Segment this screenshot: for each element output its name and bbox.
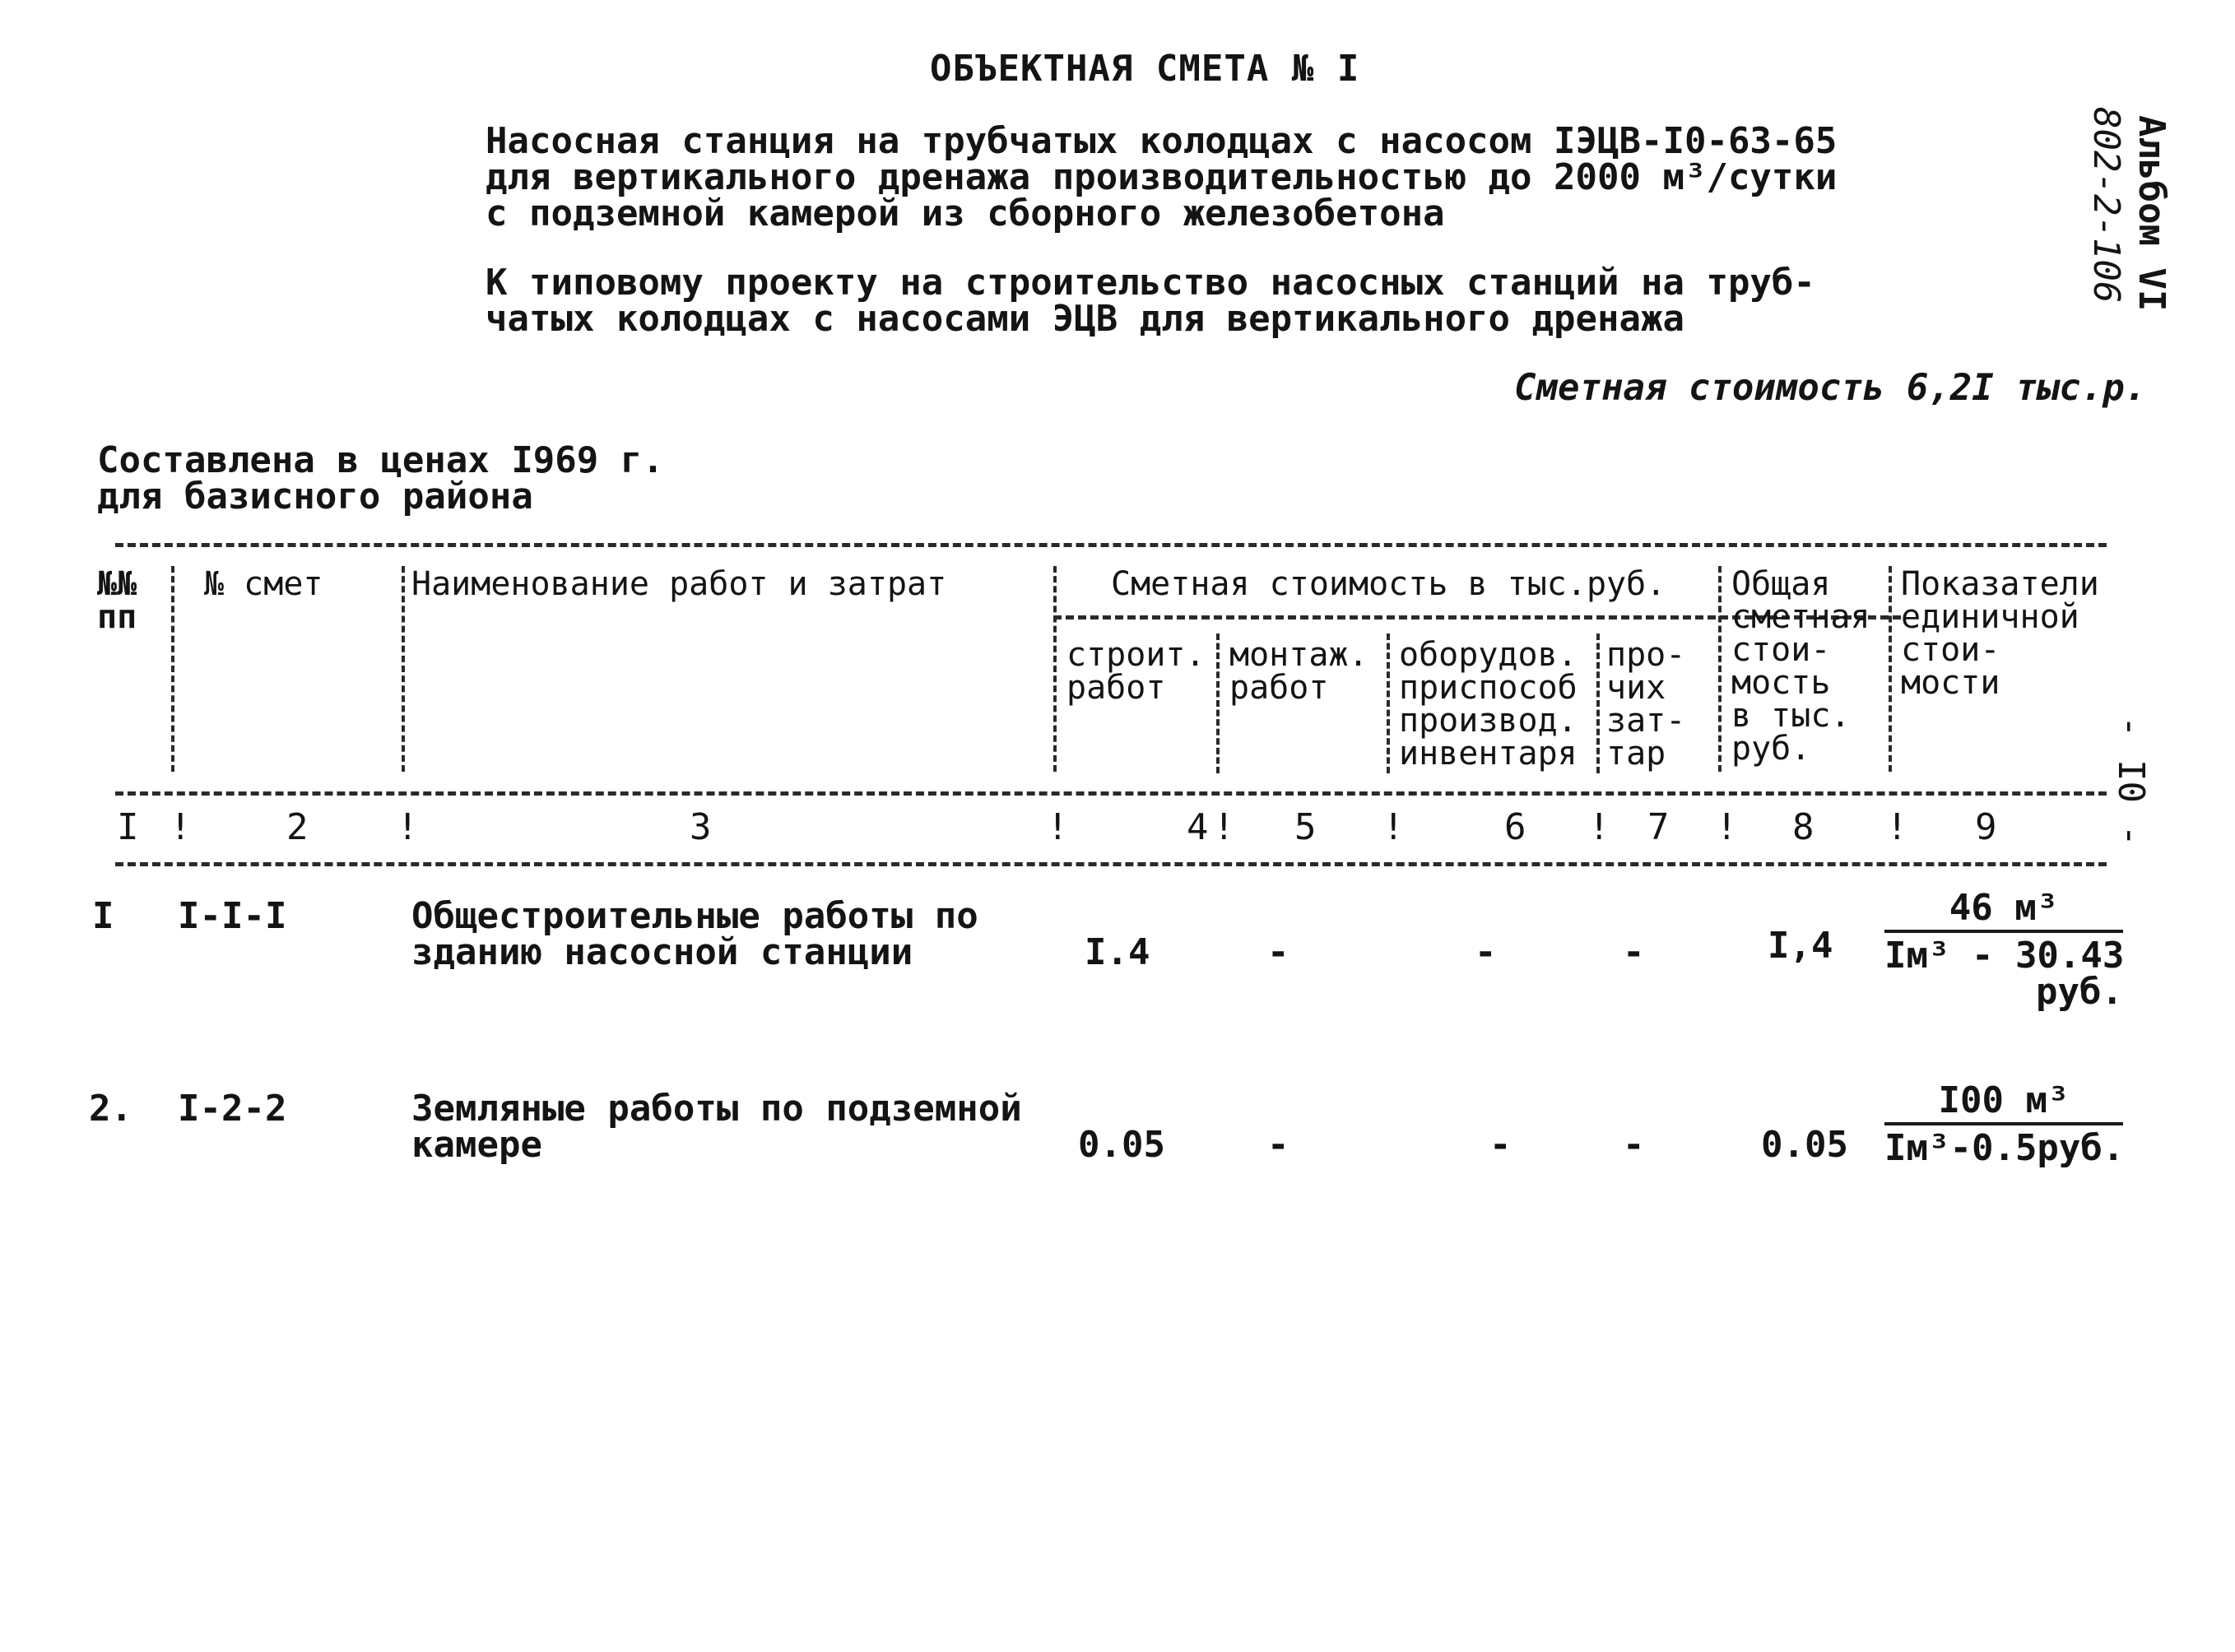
column-separator-mark: ! bbox=[1382, 806, 1405, 848]
column-number: 2 bbox=[286, 806, 309, 848]
column-number: 3 bbox=[690, 806, 712, 848]
column-separator bbox=[171, 566, 174, 772]
indicator-unit-cost: Iм³ - 30.43 bbox=[1884, 935, 2125, 977]
price-basis-line: для базисного района bbox=[97, 476, 533, 517]
column-separator-mark: ! bbox=[1886, 806, 1908, 848]
header-construction: строит. работ bbox=[1066, 636, 1206, 707]
column-separator bbox=[1596, 633, 1600, 773]
album-side-label: Альбом VI bbox=[2130, 115, 2172, 312]
row-construction: I.4 bbox=[1085, 931, 1150, 973]
document-title: ОБЪЕКТНАЯ СМЕТА № I bbox=[930, 48, 1360, 90]
price-basis-line: Составлена в ценах I969 г. bbox=[97, 439, 664, 481]
column-separator bbox=[1718, 566, 1722, 772]
subtitle-line: Насосная станция на трубчатых колодцах с насосом IЭЦВ-I0-63-65 bbox=[486, 120, 1838, 162]
indicator-volume: I00 м³ bbox=[1884, 1083, 2123, 1125]
column-separator bbox=[1216, 633, 1220, 773]
column-separator bbox=[402, 566, 405, 772]
row-equipment: - bbox=[1489, 1124, 1512, 1166]
page-marker: - I0 - bbox=[2110, 716, 2152, 847]
row-total: I,4 bbox=[1768, 925, 1833, 967]
header-total: Общая сметная стои- мость в тыс. руб. bbox=[1731, 565, 1870, 768]
indicator-unit: руб. bbox=[2036, 971, 2123, 1013]
column-number: 9 bbox=[1975, 806, 1997, 848]
column-separator-mark: ! bbox=[1047, 806, 1069, 848]
column-number: 4 bbox=[1187, 806, 1209, 848]
header-cost-group: Сметная стоимость в тыс.руб. bbox=[1111, 565, 1666, 603]
column-number: 5 bbox=[1294, 806, 1317, 848]
project-line: чатых колодцах с насосами ЭЦВ для вертикального дренажа bbox=[486, 298, 1684, 340]
header-other: про- чих зат- тар bbox=[1606, 636, 1686, 773]
column-separator bbox=[1889, 566, 1892, 772]
header-estimate-no: № смет bbox=[204, 565, 323, 603]
subtitle-line: для вертикального дренажа производительностью до 2000 м³/сутки bbox=[486, 156, 1838, 198]
column-separator bbox=[1053, 566, 1057, 772]
header-indicators: Показатели единичной стои- мости bbox=[1901, 565, 2099, 702]
column-separator-mark: ! bbox=[1588, 806, 1610, 848]
header-installation: монтаж. работ bbox=[1229, 636, 1368, 707]
column-separator-mark: ! bbox=[397, 806, 419, 848]
column-number: 6 bbox=[1504, 806, 1526, 848]
row-estimate-no: I-I-I bbox=[178, 895, 287, 937]
project-code-side-label: 802-2-106 bbox=[2085, 107, 2127, 304]
column-number: I bbox=[117, 806, 139, 848]
column-separator-mark: ! bbox=[1716, 806, 1738, 848]
row-number: 2. bbox=[89, 1088, 132, 1130]
row-installation: - bbox=[1267, 1124, 1289, 1166]
row-number: I bbox=[92, 895, 114, 937]
indicator-volume: 46 м³ bbox=[1884, 890, 2123, 933]
row-other: - bbox=[1623, 1124, 1645, 1166]
row-name: Земляные работы по подземной камере bbox=[411, 1088, 1022, 1166]
estimated-cost: Сметная стоимость 6,2I тыс.р. bbox=[1514, 367, 2147, 409]
row-total: 0.05 bbox=[1761, 1124, 1848, 1166]
row-equipment: - bbox=[1475, 931, 1497, 973]
header-bottom-rule bbox=[115, 791, 2107, 796]
row-installation: - bbox=[1267, 931, 1289, 973]
column-separator-mark: ! bbox=[170, 806, 192, 848]
column-number: 8 bbox=[1792, 806, 1814, 848]
subtitle-line: с подземной камерой из сборного железобетона bbox=[486, 193, 1445, 234]
header-num: №№ пп bbox=[97, 565, 137, 636]
header-equipment: оборудов. приспособ производ. инвентаря bbox=[1399, 636, 1578, 773]
column-numbers-rule bbox=[115, 862, 2107, 866]
row-estimate-no: I-2-2 bbox=[178, 1088, 287, 1130]
indicator-unit-cost: Iм³-0.5руб. bbox=[1884, 1127, 2125, 1169]
row-name: Общестроительные работы по зданию насосной станции bbox=[411, 895, 978, 973]
table-top-rule bbox=[115, 543, 2107, 547]
column-number: 7 bbox=[1647, 806, 1670, 848]
row-construction: 0.05 bbox=[1078, 1124, 1165, 1166]
column-separator-mark: ! bbox=[1213, 806, 1235, 848]
row-indicator bbox=[1884, 887, 2125, 1013]
column-separator bbox=[1387, 633, 1390, 773]
row-indicator bbox=[1884, 1079, 2125, 1169]
project-line: К типовому проекту на строительство насосных станций на труб- bbox=[486, 262, 1815, 304]
header-name: Наименование работ и затрат bbox=[411, 565, 947, 603]
row-other: - bbox=[1623, 931, 1645, 973]
